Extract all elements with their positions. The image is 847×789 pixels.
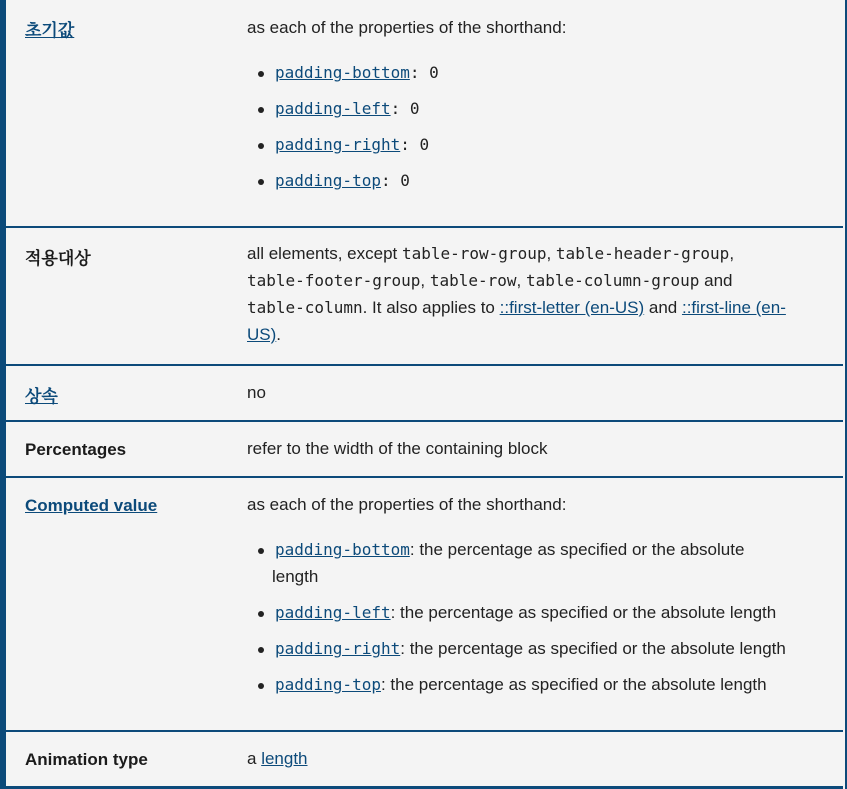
first-line-link-cont[interactable]: US) xyxy=(247,325,277,344)
list-item: padding-top: 0 xyxy=(275,167,835,194)
computed-value-cell xyxy=(247,491,835,694)
percentages-label: Percentages xyxy=(25,440,127,459)
prop-link[interactable]: padding-top xyxy=(275,171,381,190)
prop-link[interactable]: padding-left xyxy=(275,99,391,118)
prop-link[interactable]: padding-right xyxy=(275,639,401,658)
inherited-value: no xyxy=(247,383,266,402)
first-letter-link[interactable]: ::first-letter (en-US) xyxy=(499,298,645,317)
inherited-label[interactable]: 상속 xyxy=(25,387,58,406)
initial-intro: as each of the properties of the shorthand: xyxy=(247,18,567,37)
prop-link[interactable]: padding-bottom xyxy=(275,540,410,559)
list-item: padding-bottom: the percentage as specified or the absolute length xyxy=(275,536,835,590)
list-item: padding-bottom: 0 xyxy=(275,59,835,86)
first-line-link[interactable]: ::first-line (en- xyxy=(681,298,786,317)
row-inherited xyxy=(12,366,843,420)
prop-link[interactable]: padding-bottom xyxy=(275,63,410,82)
initial-value-cell xyxy=(247,14,835,190)
prop-link[interactable]: padding-top xyxy=(275,675,381,694)
row-animation-type xyxy=(12,732,843,786)
initial-value-label[interactable]: 초기값 xyxy=(25,21,75,40)
list-item: padding-top: the percentage as specified or the absolute length xyxy=(275,671,835,698)
list-item: padding-left: 0 xyxy=(275,95,835,122)
row-percentages xyxy=(12,422,843,476)
animation-type-label: Animation type xyxy=(25,750,148,769)
animation-type-value: a length xyxy=(247,749,308,768)
list-item: padding-right: the percentage as specified or the absolute length xyxy=(275,635,835,662)
applies-to-label: 적용대상 xyxy=(25,249,91,268)
row-initial-value xyxy=(12,0,843,226)
list-item: padding-right: 0 xyxy=(275,131,835,158)
percentages-value: refer to the width of the containing block xyxy=(247,439,548,458)
prop-link[interactable]: padding-left xyxy=(275,603,391,622)
computed-value-label[interactable]: Computed value xyxy=(25,496,158,515)
applies-to-cell: all elements, except table-row-group, table-header-group, table-footer-group, table-row, table-column-group and table-column. It also applies to ::first-letter (en-US) and ::first-line (en- US). xyxy=(247,244,786,344)
row-applies-to xyxy=(12,228,843,364)
prop-link[interactable]: padding-right xyxy=(275,135,401,154)
computed-intro: as each of the properties of the shorthand: xyxy=(247,495,567,514)
list-item: padding-left: the percentage as specified or the absolute length xyxy=(275,599,835,626)
row-computed-value xyxy=(12,478,843,730)
length-link[interactable]: length xyxy=(261,749,308,768)
